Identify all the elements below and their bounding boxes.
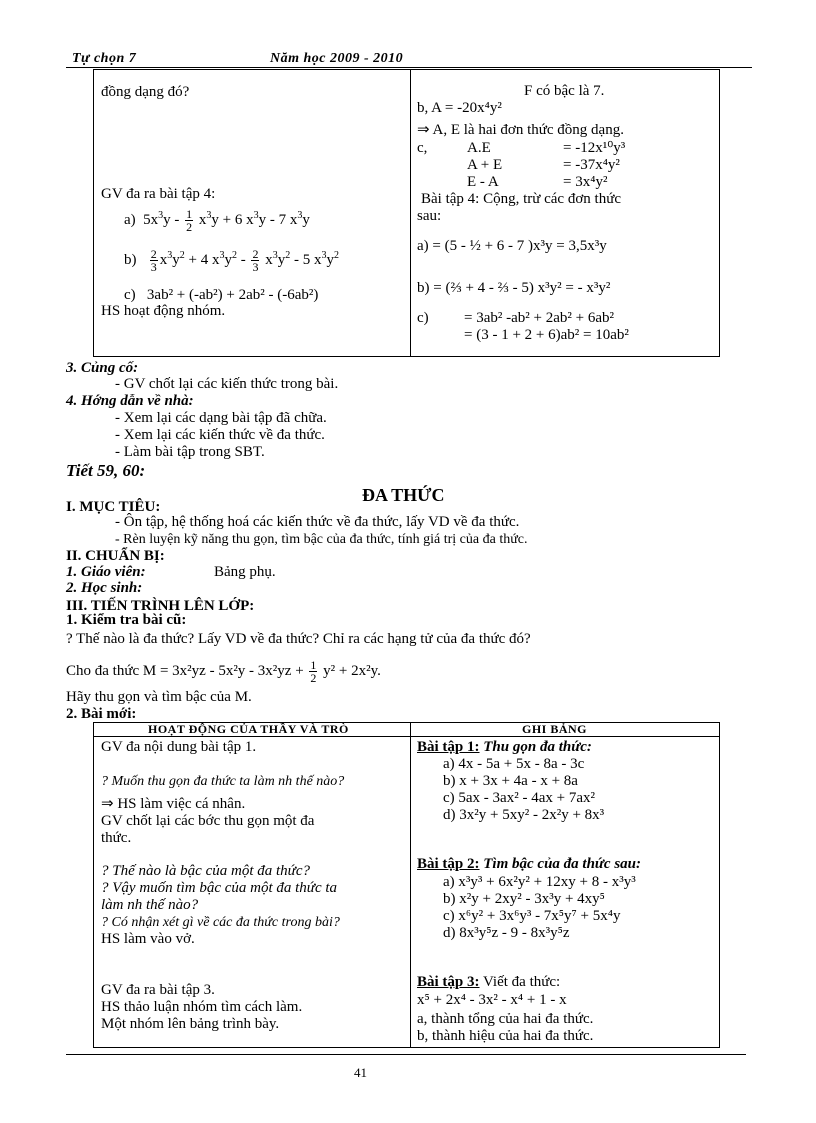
main-table-divider bbox=[410, 722, 411, 1048]
mr-bt1-item: d) 3x²y + 5xy² - 2x²y + 8x³ bbox=[443, 807, 605, 823]
mr-bt2-heading bbox=[417, 856, 641, 873]
tr-ae: A.E bbox=[467, 140, 491, 156]
tr-c-label2: c) bbox=[417, 310, 429, 326]
tr-bt4-2: sau: bbox=[417, 208, 442, 224]
tr-bt4-1: Bài tập 4: Cộng, trừ các đơn thức bbox=[421, 191, 621, 207]
tr-c-label: c, bbox=[417, 140, 428, 156]
ml-l8: làm nh thế nào? bbox=[101, 897, 199, 913]
main-col-right-header: GHI BẢNG bbox=[522, 722, 588, 736]
header-left: Tự chọn 7 bbox=[72, 51, 137, 66]
top-table-divider bbox=[410, 69, 411, 357]
ml-l12: HS thảo luận nhóm tìm cách làm. bbox=[101, 999, 303, 1015]
tl-intro: GV đa ra bài tập 4: bbox=[101, 186, 216, 202]
ml-l10: HS làm vào vở. bbox=[101, 931, 195, 947]
mr-bt3-title: Viết đa thức: bbox=[483, 974, 561, 990]
prep-teacher: 1. Giáo viên: bbox=[66, 564, 146, 580]
mr-bt3-label: Bài tập 3: bbox=[417, 974, 480, 990]
tl-question: đồng dạng đó? bbox=[101, 84, 190, 100]
tl-b-expr: b) $\frac{2}{3}$ $x^3y^2 + 4$ $x^3y^2$ - $\frac{2}{3}$ $x^3y^2 - 5$ $x^3y^2$ bbox=[124, 247, 339, 274]
mr-bt2-title: Tìm bậc của đa thức sau: bbox=[483, 856, 641, 872]
process-title: III. TIẾN TRÌNH LÊN LỚP: bbox=[66, 598, 255, 614]
ml-l7: ? Vậy muốn tìm bậc của một đa thức ta bbox=[101, 880, 338, 896]
tr-b-res: b) = (⅔ + 4 - ⅔ - 5) x³y² = - x³y² bbox=[417, 280, 611, 296]
lesson-title: ĐA THỨC bbox=[362, 485, 445, 505]
implies-arrow-icon: ⇒ bbox=[101, 796, 114, 812]
lesson-label: Tiết 59, 60: bbox=[66, 461, 146, 480]
objective-item: - Rèn luyện kỹ năng thu gọn, tìm bậc của đa thức, tính giá trị của đa thức. bbox=[115, 532, 528, 547]
process-q2-pre: Cho đa thức M = 3x²yz - 5x²y - 3x²yz + bbox=[66, 662, 304, 679]
process-q2-post: y² + 2x²y. bbox=[323, 662, 381, 679]
ml-l3-line bbox=[101, 796, 245, 813]
prep-student: 2. Học sinh: bbox=[66, 580, 143, 596]
consolidate-title: 3. Củng cố: bbox=[66, 360, 139, 376]
mr-bt2-item: b) x²y + 2xy² - 3x³y + 4xy⁵ bbox=[443, 891, 605, 907]
mr-bt2-item: c) x⁶y² + 3x⁶y³ - 7x⁵y⁷ + 5x⁴y bbox=[443, 908, 621, 924]
mr-bt2-item: d) 8x³y⁵z - 9 - 8x³y⁵z bbox=[443, 925, 570, 941]
mr-bt1-label: Bài tập 1: bbox=[417, 739, 480, 755]
tr-b: b, A = -20x⁴y² bbox=[417, 100, 502, 116]
main-col-left-header: HOẠT ĐỘNG CỦA THẦY VÀ TRÒ bbox=[148, 722, 349, 736]
tl-c-expr bbox=[124, 287, 318, 304]
process-q2: Cho đa thức M = 3x²yz - 5x²y - 3x²yz + $\frac{1}{2}$ y² + 2x²y. bbox=[66, 658, 381, 685]
tl-a-label: a) bbox=[124, 211, 136, 228]
mr-bt3-b: b, thành hiệu của hai đa thức. bbox=[417, 1028, 594, 1044]
process-q3: Hãy thu gọn và tìm bậc của M. bbox=[66, 689, 252, 705]
process-new: 2. Bài mới: bbox=[66, 706, 137, 722]
mr-bt3-expr: x⁵ + 2x⁴ - 3x² - x⁴ + 1 - x bbox=[417, 992, 567, 1008]
tl-c-label: c) bbox=[124, 287, 136, 303]
tr-eminusa: E - A bbox=[467, 174, 499, 190]
tl-a-expr: a) $5x^3y$ - $\frac{1}{2}$ $x^3y + 6$ $x^3y - 7$ $x^3y$ bbox=[124, 207, 310, 234]
prep-title: II. CHUẨN BỊ: bbox=[66, 548, 165, 564]
tr-eminusa-val: = 3x⁴y² bbox=[563, 174, 608, 190]
tr-arrow-line bbox=[417, 122, 624, 139]
ml-l5: thức. bbox=[101, 830, 132, 846]
objectives-title: I. MỤC TIÊU: bbox=[66, 499, 161, 515]
homework-item: - Xem lại các dạng bài tập đã chữa. bbox=[115, 410, 327, 426]
homework-item: - Xem lại các kiến thức về đa thức. bbox=[115, 427, 325, 443]
mr-bt2-label: Bài tập 2: bbox=[417, 856, 480, 872]
mr-bt1-title: Thu gọn đa thức: bbox=[483, 739, 592, 755]
tr-arrow-text: A, E là hai đơn thức đồng dạng. bbox=[432, 122, 624, 138]
tr-apluse: A + E bbox=[467, 157, 503, 173]
mr-bt1-item: c) 5ax - 3ax² - 4ax + 7ax² bbox=[443, 790, 595, 806]
ml-l9: ? Có nhận xét gì về các đa thức trong bài? bbox=[101, 915, 340, 930]
homework-title: 4. Hớng dẫn về nhà: bbox=[66, 393, 194, 409]
tr-apluse-val: = -37x⁴y² bbox=[563, 157, 620, 173]
ml-l4: GV chốt lại các bớc thu gọn một đa bbox=[101, 813, 315, 829]
implies-arrow-icon: ⇒ bbox=[417, 122, 430, 138]
ml-l1: GV đa nội dung bài tập 1. bbox=[101, 739, 257, 755]
objective-item: - Ôn tập, hệ thống hoá các kiến thức về đa thức, lấy VD về đa thức. bbox=[115, 514, 520, 530]
tl-c-value: 3ab² + (-ab²) + 2ab² - (-6ab²) bbox=[146, 287, 319, 303]
header-center: Năm học 2009 - 2010 bbox=[270, 51, 404, 66]
ml-l6: ? Thế nào là bậc của một đa thức? bbox=[101, 863, 310, 879]
tr-ae-val: = -12x¹⁰y³ bbox=[563, 140, 626, 156]
consolidate-item: - GV chốt lại các kiến thức trong bài. bbox=[115, 376, 339, 392]
tr-a-res: a) = (5 - ½ + 6 - 7 )x³y = 3,5x³y bbox=[417, 238, 607, 254]
mr-bt1-item: a) 4x - 5a + 5x - 8a - 3c bbox=[443, 756, 585, 772]
tr-f: F có bậc là 7. bbox=[524, 83, 605, 99]
header-rule bbox=[66, 67, 752, 68]
process-q1: ? Thế nào là đa thức? Lấy VD về đa thức? Chỉ ra các hạng tử của đa thức đó? bbox=[66, 631, 531, 647]
mr-bt1-item: b) x + 3x + 4a - x + 8a bbox=[443, 773, 578, 789]
page-number: 41 bbox=[354, 1065, 367, 1080]
mr-bt3-a: a, thành tổng của hai đa thức. bbox=[417, 1011, 594, 1027]
mr-bt3-heading bbox=[417, 974, 560, 991]
ml-l13: Một nhóm lên bảng trình bày. bbox=[101, 1016, 280, 1032]
prep-teacher-value: Bảng phụ. bbox=[214, 564, 276, 580]
homework-item: - Làm bài tập trong SBT. bbox=[115, 444, 265, 460]
mr-bt2-item: a) x³y³ + 6x²y² + 12xy + 8 - x³y³ bbox=[443, 874, 636, 890]
tl-b-label: b) bbox=[124, 251, 137, 268]
tl-hs: HS hoạt động nhóm. bbox=[101, 303, 226, 319]
ml-l3: HS làm việc cá nhân. bbox=[117, 796, 246, 812]
tr-c-res2: = (3 - 1 + 2 + 6)ab² = 10ab² bbox=[464, 327, 629, 343]
process-check: 1. Kiểm tra bài cũ: bbox=[66, 612, 187, 628]
mr-bt1-heading bbox=[417, 739, 592, 756]
footer-rule bbox=[66, 1054, 746, 1055]
ml-l2: ? Muốn thu gọn đa thức ta làm nh thế nào? bbox=[101, 774, 345, 789]
tr-c-res1: = 3ab² -ab² + 2ab² + 6ab² bbox=[464, 310, 614, 326]
ml-l11: GV đa ra bài tập 3. bbox=[101, 982, 215, 998]
